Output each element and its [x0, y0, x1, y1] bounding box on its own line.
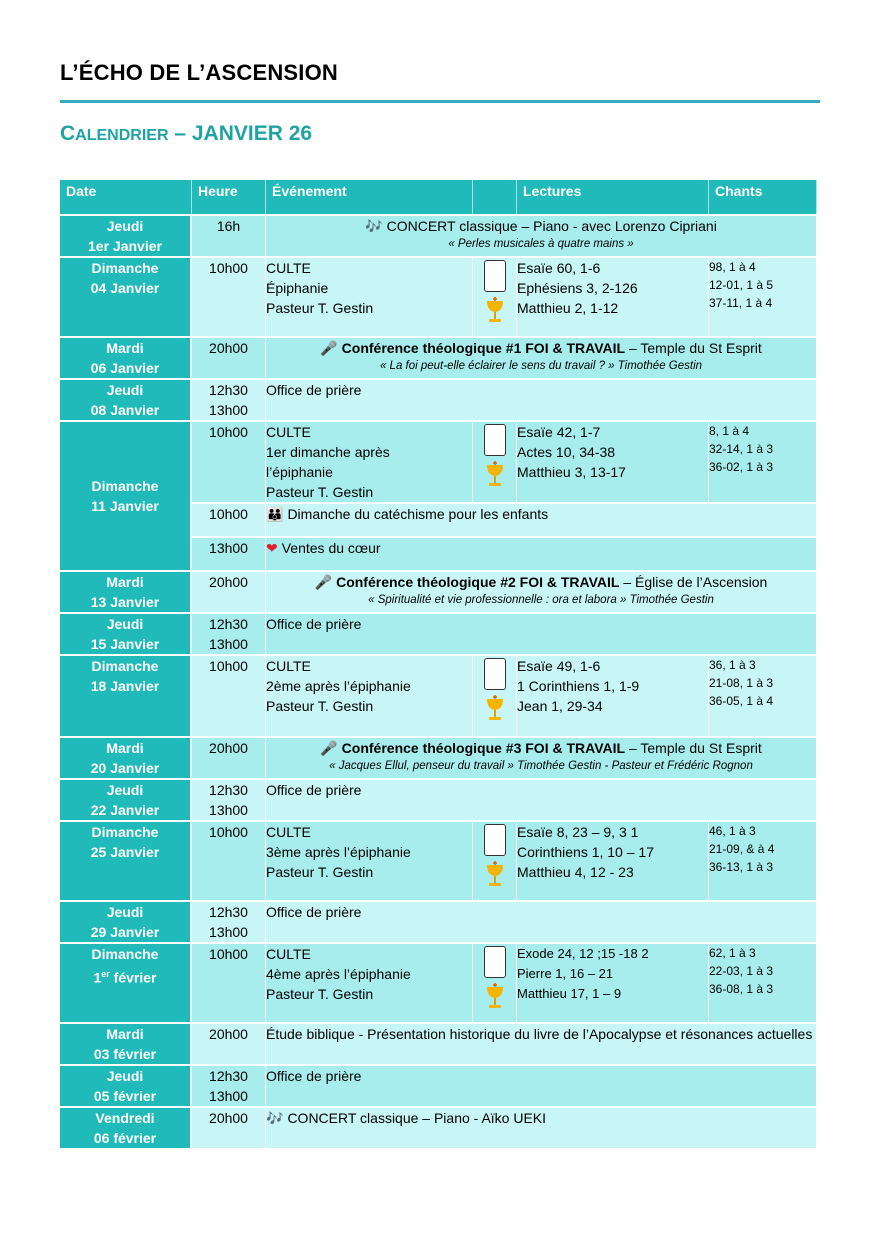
- readings-cell: [517, 654, 709, 736]
- reading: Pierre 1, 16 – 21: [517, 966, 614, 981]
- event-line: 4ème après l’épiphanie: [266, 966, 411, 982]
- chants-cell: [709, 942, 817, 1022]
- chant: 46, 1 à 3: [709, 824, 756, 838]
- event-line: Pasteur T. Gestin: [266, 698, 374, 714]
- chants-cell: [709, 256, 817, 336]
- event-subtitle: « Spiritualité et vie professionnelle : ora et labora » Timothée Gestin: [368, 594, 714, 606]
- time-cell: 13h00: [192, 536, 266, 570]
- icons-cell: [473, 942, 517, 1022]
- chalice-icon: [484, 861, 506, 889]
- date-cell: [60, 378, 192, 420]
- document-title: L’ÉCHO DE L’ASCENSION: [60, 60, 339, 85]
- day-label: Jeudi: [106, 218, 144, 234]
- date-cell: [60, 570, 192, 612]
- date-label: 20 Janvier: [90, 760, 160, 776]
- date-cell: [60, 256, 192, 336]
- time-cell: 10h00: [192, 256, 266, 336]
- time-start: 12h30: [209, 616, 248, 632]
- music-notes-icon: 🎶: [266, 1110, 284, 1126]
- music-notes-icon: 🎶: [365, 218, 383, 234]
- chant: 22-03, 1 à 3: [709, 964, 774, 978]
- time-cell: [192, 378, 266, 420]
- section-title-month: – JANVIER 26: [168, 122, 313, 145]
- event-line: Pasteur T. Gestin: [266, 300, 374, 316]
- event-subtitle: « La foi peut-elle éclairer le sens du travail ? » Timothée Gestin: [379, 360, 703, 372]
- event-title: Conférence théologique #2 FOI & TRAVAIL: [336, 574, 620, 590]
- event-cell: [266, 820, 473, 900]
- time-end: 13h00: [209, 1088, 248, 1104]
- chant: 21-09, & à 4: [709, 842, 775, 856]
- heart-icon: ❤: [266, 540, 278, 556]
- table-row: [60, 900, 817, 942]
- time-cell: 20h00: [192, 1106, 266, 1148]
- reading: Esaïe 8, 23 – 9, 3 1: [517, 824, 639, 840]
- reading: Actes 10, 34-38: [517, 444, 616, 460]
- date-label: 03 février: [93, 1046, 157, 1062]
- date-label: 1: [93, 969, 102, 986]
- microphone-icon: 🎤: [314, 574, 333, 590]
- microphone-icon: 🎤: [320, 340, 338, 356]
- date-label: 04 Janvier: [90, 280, 160, 296]
- chant: 36-05, 1 à 4: [709, 694, 774, 708]
- date-label: 06 Janvier: [90, 360, 160, 376]
- event-line: CULTE: [266, 824, 311, 840]
- event-cell: [266, 1106, 817, 1148]
- date-label: 13 Janvier: [90, 594, 160, 610]
- day-label: Vendredi: [95, 1110, 155, 1126]
- column-header-date: Date: [60, 180, 192, 214]
- chant: 36-08, 1 à 3: [709, 982, 774, 996]
- time-cell: 10h00: [192, 820, 266, 900]
- day-label: Jeudi: [106, 904, 144, 920]
- reading: Esaïe 49, 1-6: [517, 658, 601, 674]
- time-cell: 10h00: [192, 502, 266, 536]
- table-row: [60, 214, 817, 256]
- table-row: [60, 570, 817, 612]
- readings-cell: [517, 942, 709, 1022]
- date-cell: [60, 214, 192, 256]
- time-start: 12h30: [209, 1068, 248, 1084]
- reading: Matthieu 17, 1 – 9: [517, 986, 622, 1001]
- event-cell: Office de prière: [266, 1064, 817, 1106]
- date-label: 29 Janvier: [90, 924, 160, 940]
- event-cell: Office de prière: [266, 900, 817, 942]
- reading: 1 Corinthiens 1, 1-9: [517, 678, 640, 694]
- event-line: Pasteur T. Gestin: [266, 484, 374, 500]
- reading: Matthieu 4, 12 - 23: [517, 864, 634, 880]
- column-header-time: Heure: [192, 180, 266, 214]
- scroll-icon: [484, 424, 506, 456]
- column-header-event: Événement: [266, 180, 473, 214]
- table-header-row: [60, 180, 817, 214]
- date-label: 08 Janvier: [90, 402, 160, 418]
- time-end: 13h00: [209, 402, 248, 418]
- event-cell: Office de prière: [266, 378, 817, 420]
- icons-cell: [473, 654, 517, 736]
- date-label: 15 Janvier: [90, 636, 160, 652]
- chant: 98, 1 à 4: [709, 260, 756, 274]
- event-cell: [266, 336, 817, 378]
- event-cell: [266, 536, 817, 570]
- date-label: 25 Janvier: [90, 844, 160, 860]
- chalice-icon: [484, 297, 506, 325]
- day-label: Jeudi: [106, 616, 144, 632]
- chants-cell: [709, 820, 817, 900]
- date-month: février: [109, 969, 157, 986]
- event-line: 1er dimanche après: [266, 444, 390, 460]
- time-cell: 20h00: [192, 570, 266, 612]
- reading: Corinthiens 1, 10 – 17: [517, 844, 654, 860]
- column-header-readings: Lectures: [517, 180, 709, 214]
- event-subtitle: « Jacques Ellul, penseur du travail » Timothée Gestin - Pasteur et Frédéric Rognon: [329, 760, 753, 772]
- reading: Jean 1, 29-34: [517, 698, 603, 714]
- event-line: l’épiphanie: [266, 464, 333, 480]
- time-cell: 20h00: [192, 336, 266, 378]
- table-row: [60, 820, 817, 900]
- chant: 62, 1 à 3: [709, 946, 756, 960]
- table-row: [60, 1022, 817, 1064]
- day-label: Mardi: [106, 340, 144, 356]
- event-subtitle: « Perles musicales à quatre mains »: [448, 238, 634, 250]
- chalice-icon: [484, 461, 506, 489]
- icons-cell: [473, 256, 517, 336]
- event-line: CULTE: [266, 658, 311, 674]
- table-row: [60, 612, 817, 654]
- table-row: [60, 336, 817, 378]
- event-cell: Étude biblique - Présentation historique du livre de l’Apocalypse et résonances actuelles: [266, 1022, 817, 1064]
- day-label: Dimanche: [91, 946, 159, 962]
- date-cell: [60, 1022, 192, 1064]
- reading: Ephésiens 3, 2-126: [517, 280, 638, 296]
- chalice-icon: [484, 983, 506, 1011]
- chants-cell: [709, 654, 817, 736]
- scroll-icon: [484, 658, 506, 690]
- date-cell: [60, 736, 192, 778]
- table-row: [60, 256, 817, 336]
- date-label: 05 février: [93, 1088, 157, 1104]
- event-cell: [266, 654, 473, 736]
- event-cell: [266, 420, 473, 502]
- chant: 37-11, 1 à 4: [709, 296, 773, 310]
- event-line: Épiphanie: [266, 280, 329, 296]
- section-title-initial: C: [60, 122, 76, 145]
- event-title: Conférence théologique #3 FOI & TRAVAIL: [341, 740, 626, 756]
- family-icon: 👪: [266, 506, 284, 522]
- table-row: [60, 736, 817, 778]
- time-cell: [192, 778, 266, 820]
- time-cell: 20h00: [192, 1022, 266, 1064]
- time-start: 12h30: [209, 382, 248, 398]
- day-label: Jeudi: [106, 382, 144, 398]
- event-cell: [266, 256, 473, 336]
- icons-cell: [473, 820, 517, 900]
- date-label: 18 Janvier: [90, 678, 160, 694]
- readings-cell: [517, 420, 709, 502]
- event-location: – Temple du St Esprit: [625, 340, 762, 356]
- time-end: 13h00: [209, 924, 248, 940]
- day-label: Jeudi: [106, 782, 144, 798]
- reading: Matthieu 3, 13-17: [517, 464, 626, 480]
- event-line: CULTE: [266, 424, 311, 440]
- time-cell: 10h00: [192, 420, 266, 502]
- date-cell: [60, 654, 192, 736]
- event-location: – Église de l’Ascension: [619, 574, 768, 590]
- event-cell: [266, 214, 817, 256]
- time-cell: [192, 1064, 266, 1106]
- event-line: Pasteur T. Gestin: [266, 986, 374, 1002]
- date-cell: [60, 778, 192, 820]
- event-cell: [266, 736, 817, 778]
- date-cell: [60, 900, 192, 942]
- reading: Exode 24, 12 ;15 -18 2: [517, 946, 649, 961]
- day-label: Jeudi: [106, 1068, 144, 1084]
- table-row: [60, 1106, 817, 1148]
- day-label: Dimanche: [91, 824, 159, 840]
- event-cell: Office de prière: [266, 612, 817, 654]
- event-line: CULTE: [266, 946, 311, 962]
- time-cell: 20h00: [192, 736, 266, 778]
- date-cell: [60, 336, 192, 378]
- event-title: CONCERT classique – Piano - avec Lorenzo Cipriani: [386, 218, 717, 234]
- event-cell: [266, 570, 817, 612]
- day-label: Dimanche: [91, 658, 159, 674]
- date-label: 22 Janvier: [90, 802, 160, 818]
- event-line: Pasteur T. Gestin: [266, 864, 374, 880]
- scroll-icon: [484, 260, 506, 292]
- event-cell: [266, 942, 473, 1022]
- event-title: Ventes du cœur: [281, 540, 381, 556]
- date-cell: [60, 820, 192, 900]
- scroll-icon: [484, 824, 506, 856]
- scroll-icon: [484, 946, 506, 978]
- date-cell: [60, 1064, 192, 1106]
- table-row: [60, 654, 817, 736]
- event-title: CONCERT classique – Piano - Aïko UEKI: [287, 1110, 547, 1126]
- day-label: Dimanche: [91, 260, 159, 276]
- readings-cell: [517, 256, 709, 336]
- table-row: [60, 378, 817, 420]
- chalice-icon: [484, 695, 506, 723]
- date-label: 06 février: [93, 1130, 157, 1146]
- calendar-table: [60, 180, 817, 1148]
- chant: 36-13, 1 à 3: [709, 860, 774, 874]
- event-line: 2ème après l’épiphanie: [266, 678, 411, 694]
- chant: 8, 1 à 4: [709, 424, 750, 438]
- time-cell: [192, 612, 266, 654]
- date-label: 11 Janvier: [91, 498, 159, 514]
- day-label: Mardi: [106, 1026, 144, 1042]
- title-divider: [60, 100, 820, 103]
- chant: 36-02, 1 à 3: [709, 460, 774, 474]
- event-line: CULTE: [266, 260, 311, 276]
- chant: 36, 1 à 3: [709, 658, 756, 672]
- event-cell: [266, 502, 817, 536]
- day-label: Mardi: [106, 574, 144, 590]
- event-title: Dimanche du catéchisme pour les enfants: [287, 506, 549, 522]
- column-header-chants: Chants: [709, 180, 817, 214]
- event-title: Conférence théologique #1 FOI & TRAVAIL: [341, 340, 626, 356]
- time-cell: 10h00: [192, 942, 266, 1022]
- day-label: Mardi: [106, 740, 144, 756]
- readings-cell: [517, 820, 709, 900]
- table-row: [60, 942, 817, 1022]
- reading: Esaïe 42, 1-7: [517, 424, 601, 440]
- time-end: 13h00: [209, 636, 248, 652]
- date-cell: [60, 612, 192, 654]
- section-title: [60, 122, 312, 146]
- table-row: [60, 778, 817, 820]
- time-start: 12h30: [209, 904, 248, 920]
- chant: 21-08, 1 à 3: [709, 676, 774, 690]
- reading: Matthieu 2, 1-12: [517, 300, 619, 316]
- time-cell: [192, 900, 266, 942]
- time-start: 12h30: [209, 782, 248, 798]
- date-cell: [60, 420, 192, 570]
- table-row: [60, 1064, 817, 1106]
- reading: Esaïe 60, 1-6: [517, 260, 601, 276]
- table-row: [60, 420, 817, 502]
- chants-cell: [709, 420, 817, 502]
- time-cell: 10h00: [192, 654, 266, 736]
- microphone-icon: 🎤: [320, 740, 338, 756]
- date-label: 1er Janvier: [88, 238, 162, 254]
- event-location: – Temple du St Esprit: [625, 740, 762, 756]
- column-header-icons: [473, 180, 517, 214]
- chant: 12-01, 1 à 5: [709, 278, 774, 292]
- time-end: 13h00: [209, 802, 248, 818]
- icons-cell: [473, 420, 517, 502]
- chant: 32-14, 1 à 3: [709, 442, 774, 456]
- event-cell: Office de prière: [266, 778, 817, 820]
- section-title-rest: ALENDRIER: [75, 127, 169, 144]
- day-label: Dimanche: [91, 478, 159, 494]
- date-cell: [60, 942, 192, 1022]
- time-cell: 16h: [192, 214, 266, 256]
- event-line: 3ème après l’épiphanie: [266, 844, 411, 860]
- date-cell: [60, 1106, 192, 1148]
- date-ordinal: er: [101, 969, 110, 979]
